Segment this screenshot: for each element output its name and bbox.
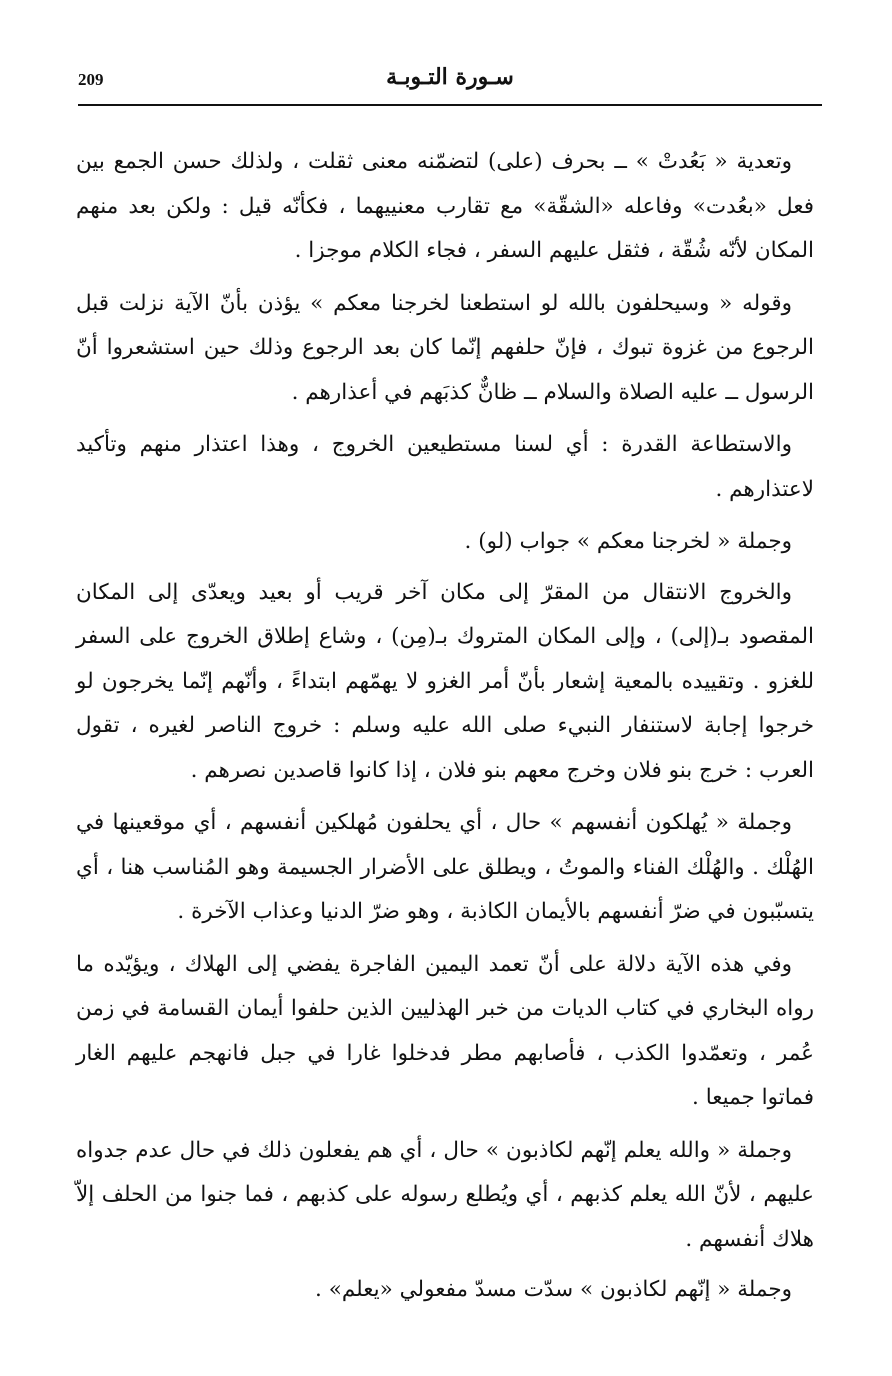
page-body xyxy=(76,140,814,1321)
paragraph-3: والاستطاعة القدرة : أي لسنا مستطيعين الخروج ، وهذا اعتذار منهم وتأكيد لاعتذارهم . xyxy=(76,432,814,502)
paragraph-1: وتعدية « بَعُدتْ » ــ بحرف (على) لتضمّنه معنى ثقلت ، ولذلك حسن الجمع بين فعل «بعُدت» وفاعله «الشقّة» مع تقارب معنييهما ، فكأنّه قيل : ولكن بعد منهم المكان لأنّه شُقّة ، فثقل عليهم السفر ، فجاء الكلام موجزا . xyxy=(76,149,814,263)
paragraph-7: وفي هذه الآية دلالة على أنّ تعمد اليمين الفاجرة يفضي إلى الهلاك ، ويؤيّده ما رواه البخاري في كتاب الديات من خبر الهذليين الذين حلفوا أيمان القسامة في زمن عُمر ، وتعمّدوا الكذب ، فأصابهم مطر فدخلوا غارا في جبل فانهجم عليهم الغار فماتوا جميعا . xyxy=(76,951,814,1110)
header-rule xyxy=(78,104,822,106)
paragraph-6: وجملة « يُهلكون أنفسهم » حال ، أي يحلفون مُهلكين أنفسهم ، أي موقعينها في الهُلْك . والهُلْك الفناء والموتُ ، ويطلق على الأضرار الجسيمة وهو المُناسب هنا ، أي يتسبّبون في ضرّ أنفسهم بالأيمان الكاذبة ، وهو ضرّ الدنيا وعذاب الآخرة . xyxy=(76,810,814,924)
page-number: 209 xyxy=(78,70,104,89)
paragraph-9: وجملة « إنّهم لكاذبون » سدّت مسدّ مفعولي «يعلم» . xyxy=(315,1277,792,1302)
paragraph-5: والخروج الانتقال من المقرّ إلى مكان آخر قريب أو بعيد ويعدّى إلى المكان المقصود بـ(إلى) ، وإلى المكان المتروك بـ(مِن) ، وشاع إطلاق الخروج على السفر للغزو . وتقييده بالمعية إشعار بأنّ أمر الغزو لا يهمّهم ابتداءً ، وأنّهم إنّما يخرجون لو خرجوا إجابة لاستنفار النبيء صلى الله عليه وسلم : خروج الناصر لغيره ، تقول العرب : خرج بنو فلان وخرج معهم بنو فلان ، إذا كانوا قاصدين نصرهم . xyxy=(76,579,814,783)
paragraph-8: وجملة « والله يعلم إنّهم لكاذبون » حال ، أي هم يفعلون ذلك في حال عدم جدواه عليهم ، لأنّ الله يعلم كذبهم ، أي ويُطلع رسوله على كذبهم ، فما جنوا من الحلف إلاّ هلاك أنفسهم . xyxy=(76,1137,814,1252)
page-header xyxy=(78,62,822,106)
paragraph-2: وقوله « وسيحلفون بالله لو استطعنا لخرجنا معكم » يؤذن بأنّ الآية نزلت قبل الرجوع من غزوة تبوك ، فإنّ حلفهم إنّما كان بعد الرجوع وذلك حين استشعروا أنّ الرسول ــ عليه الصلاة والسلام ــ ظانٌّ كذبَهم في أعذارهم . xyxy=(76,290,814,405)
paragraph-4: وجملة « لخرجنا معكم » جواب (لو) . xyxy=(464,529,792,554)
running-title: سـورة التـوبـة xyxy=(386,64,514,90)
